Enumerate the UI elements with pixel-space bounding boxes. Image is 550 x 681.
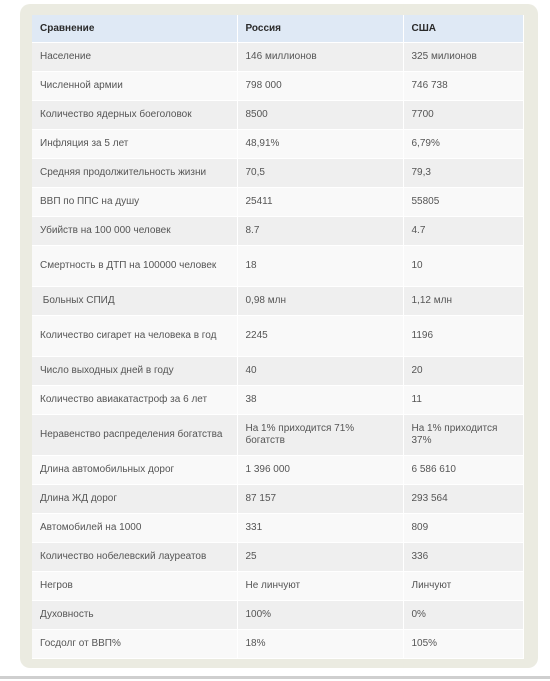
- usa-value: 809: [403, 514, 523, 543]
- header-russia: Россия: [237, 15, 403, 43]
- table-row: [32, 316, 523, 357]
- usa-value: 11: [403, 386, 523, 415]
- table-row: [32, 72, 523, 101]
- row-label: Неравенство распределения богатства: [32, 415, 237, 456]
- table-row: [32, 43, 523, 72]
- russia-value: 25: [237, 543, 403, 572]
- usa-value: 1196: [403, 316, 523, 357]
- russia-value: 87 157: [237, 485, 403, 514]
- row-label: Средняя продолжительность жизни: [32, 159, 237, 188]
- usa-value: 10: [403, 246, 523, 287]
- russia-value: Не линчуют: [237, 572, 403, 601]
- row-label: ВВП по ППС на душу: [32, 188, 237, 217]
- table-row: [32, 130, 523, 159]
- russia-value: 146 миллионов: [237, 43, 403, 72]
- bottom-divider: [0, 676, 550, 679]
- usa-value: 1,12 млн: [403, 287, 523, 316]
- russia-value: 48,91%: [237, 130, 403, 159]
- table-row: [32, 415, 523, 456]
- russia-value: 2245: [237, 316, 403, 357]
- row-label: Убийств на 100 000 человек: [32, 217, 237, 246]
- row-label: Количество сигарет на человека в год: [32, 316, 237, 357]
- usa-value: 55805: [403, 188, 523, 217]
- table-row: [32, 101, 523, 130]
- russia-value: 18%: [237, 630, 403, 659]
- table-row: [32, 601, 523, 630]
- row-label: Количество ядерных боеголовок: [32, 101, 237, 130]
- russia-value: 100%: [237, 601, 403, 630]
- table-row: [32, 456, 523, 485]
- row-label: Количество авиакатастроф за 6 лет: [32, 386, 237, 415]
- russia-value: 8.7: [237, 217, 403, 246]
- russia-value: 1 396 000: [237, 456, 403, 485]
- table-row: [32, 386, 523, 415]
- row-label: Количество нобелевский лауреатов: [32, 543, 237, 572]
- usa-value: 20: [403, 357, 523, 386]
- russia-value: 40: [237, 357, 403, 386]
- usa-value: 79,3: [403, 159, 523, 188]
- usa-value: 6 586 610: [403, 456, 523, 485]
- russia-value: 8500: [237, 101, 403, 130]
- row-label: Инфляция за 5 лет: [32, 130, 237, 159]
- row-label: Больных СПИД: [32, 287, 237, 316]
- usa-value: 4.7: [403, 217, 523, 246]
- russia-value: 0,98 млн: [237, 287, 403, 316]
- row-label: Негров: [32, 572, 237, 601]
- table-row: [32, 630, 523, 659]
- table-row: [32, 159, 523, 188]
- row-label: Госдолг от ВВП%: [32, 630, 237, 659]
- usa-value: 6,79%: [403, 130, 523, 159]
- table-row: [32, 572, 523, 601]
- usa-value: 325 милионов: [403, 43, 523, 72]
- russia-value: 18: [237, 246, 403, 287]
- russia-value: 331: [237, 514, 403, 543]
- comparison-card: [20, 4, 538, 668]
- row-label: Численной армии: [32, 72, 237, 101]
- table-row: [32, 514, 523, 543]
- table-row: [32, 287, 523, 316]
- usa-value: Линчуют: [403, 572, 523, 601]
- row-label: Автомобилей на 1000: [32, 514, 237, 543]
- russia-value: 25411: [237, 188, 403, 217]
- row-label: Число выходных дней в году: [32, 357, 237, 386]
- row-label: Длина автомобильных дорог: [32, 456, 237, 485]
- table-row: [32, 357, 523, 386]
- russia-value: 38: [237, 386, 403, 415]
- table-row: [32, 543, 523, 572]
- table-header-row: [32, 15, 523, 43]
- comparison-table: [32, 15, 524, 659]
- usa-value: На 1% приходится 37%: [403, 415, 523, 456]
- row-label: Длина ЖД дорог: [32, 485, 237, 514]
- usa-value: 293 564: [403, 485, 523, 514]
- table-row: [32, 246, 523, 287]
- russia-value: На 1% приходится 71% богатств: [237, 415, 403, 456]
- table-row: [32, 485, 523, 514]
- russia-value: 798 000: [237, 72, 403, 101]
- row-label: Духовность: [32, 601, 237, 630]
- header-usa: США: [403, 15, 523, 43]
- russia-value: 70,5: [237, 159, 403, 188]
- row-label: Смертность в ДТП на 100000 человек: [32, 246, 237, 287]
- row-label: Население: [32, 43, 237, 72]
- usa-value: 105%: [403, 630, 523, 659]
- table-row: [32, 217, 523, 246]
- table-row: [32, 188, 523, 217]
- usa-value: 336: [403, 543, 523, 572]
- usa-value: 746 738: [403, 72, 523, 101]
- header-comparison: Сравнение: [32, 15, 237, 43]
- usa-value: 7700: [403, 101, 523, 130]
- usa-value: 0%: [403, 601, 523, 630]
